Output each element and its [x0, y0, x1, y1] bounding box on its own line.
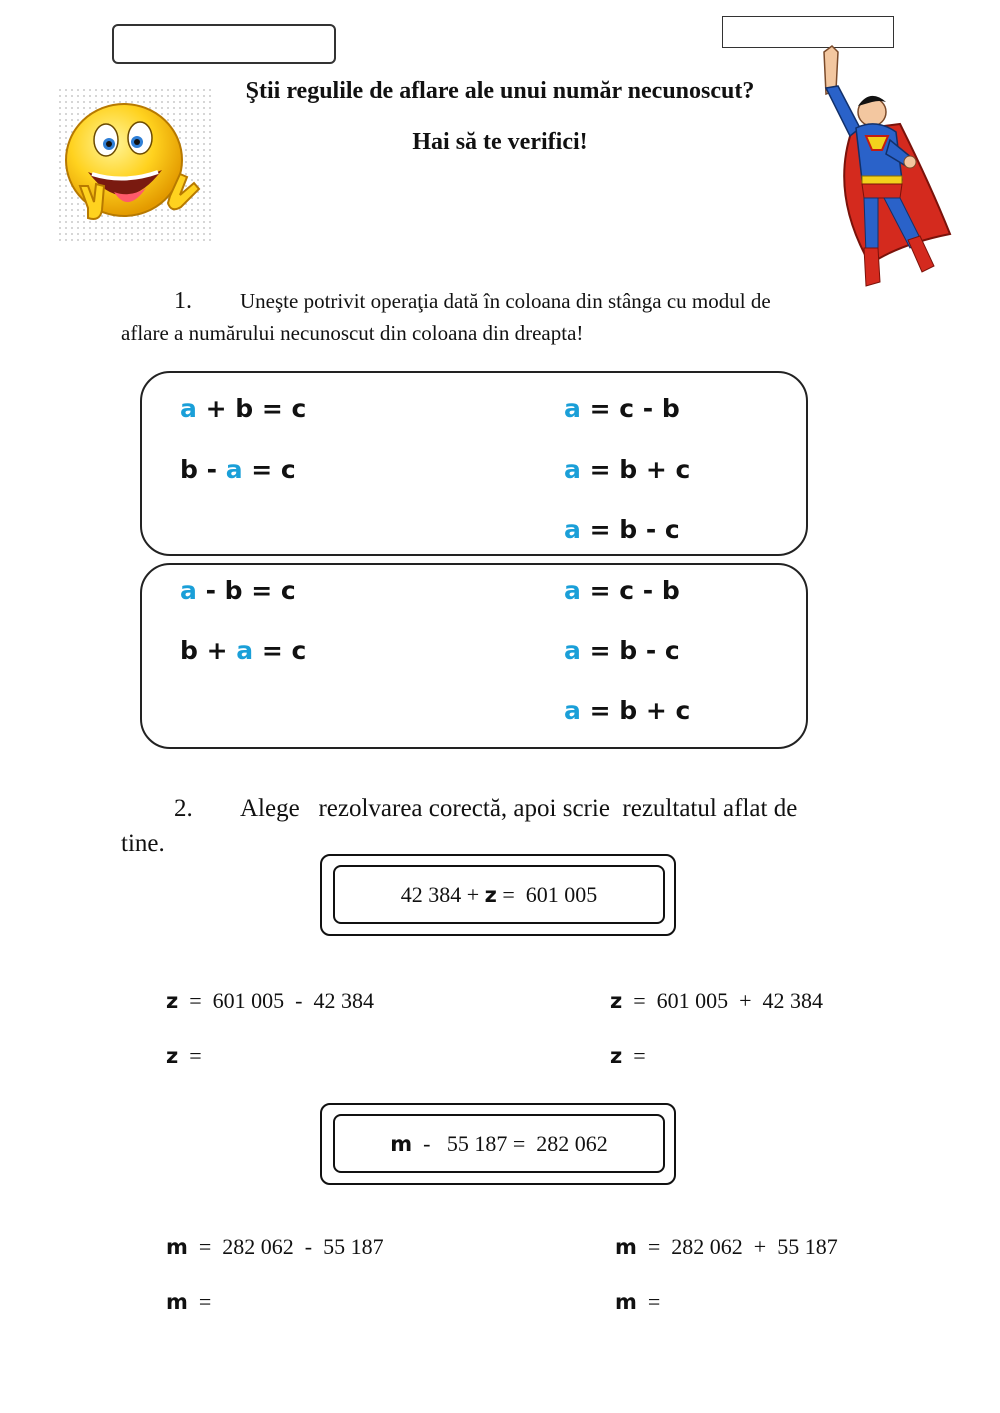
problem-1-answer-left[interactable]: z = [166, 1043, 202, 1068]
worksheet-subtitle: Hai să te verifici! [412, 129, 588, 155]
problem-2-answer-left[interactable]: m = [166, 1289, 212, 1314]
box2-left-equation[interactable]: a - b = c [180, 576, 296, 605]
box2-right-rule[interactable]: a = b - c [564, 636, 680, 665]
box2-left-equation[interactable]: b + a = c [180, 636, 307, 665]
box1-right-rule[interactable]: a = c - b [564, 394, 680, 423]
exercise-1-number: 1. [174, 288, 192, 314]
problem-2-answer-right[interactable]: m = [615, 1289, 661, 1314]
name-input-box[interactable] [112, 24, 336, 64]
problem-1-equation: 42 384 + z = 601 005 [333, 865, 665, 924]
exercise-2-instruction-line1: Alege rezolvarea corectă, apoi scrie rezultatul aflat de [240, 795, 798, 822]
exercise-1-instruction-line1: Uneşte potrivit operaţia dată în coloana din stânga cu modul de [240, 289, 771, 313]
problem-2-option-left[interactable]: m = 282 062 - 55 187 [166, 1234, 384, 1259]
exercise-1-instruction-line2: aflare a numărului necunoscut din coloana din dreapta! [121, 321, 584, 345]
box1-right-rule[interactable]: a = b - c [564, 515, 680, 544]
problem-1-answer-right[interactable]: z = [610, 1043, 646, 1068]
exercise-2-number: 2. [174, 795, 193, 822]
smiley-emoji-icon [58, 88, 212, 244]
exercise-2-instruction-line2: tine. [121, 830, 165, 857]
worksheet-title: Ştii regulile de aflare ale unui număr necunoscut? [245, 78, 755, 104]
problem-2-equation: m - 55 187 = 282 062 [333, 1114, 665, 1173]
problem-1-option-left[interactable]: z = 601 005 - 42 384 [166, 988, 374, 1013]
box2-right-rule[interactable]: a = c - b [564, 576, 680, 605]
problem-1-option-right[interactable]: z = 601 005 + 42 384 [610, 988, 824, 1013]
box1-right-rule[interactable]: a = b + c [564, 455, 691, 484]
box1-left-equation[interactable]: b - a = c [180, 455, 296, 484]
box1-left-equation[interactable]: a + b = c [180, 394, 307, 423]
problem-2-option-right[interactable]: m = 282 062 + 55 187 [615, 1234, 838, 1259]
box2-right-rule[interactable]: a = b + c [564, 696, 691, 725]
problem-1-frame [320, 854, 676, 936]
problem-2-frame [320, 1103, 676, 1185]
